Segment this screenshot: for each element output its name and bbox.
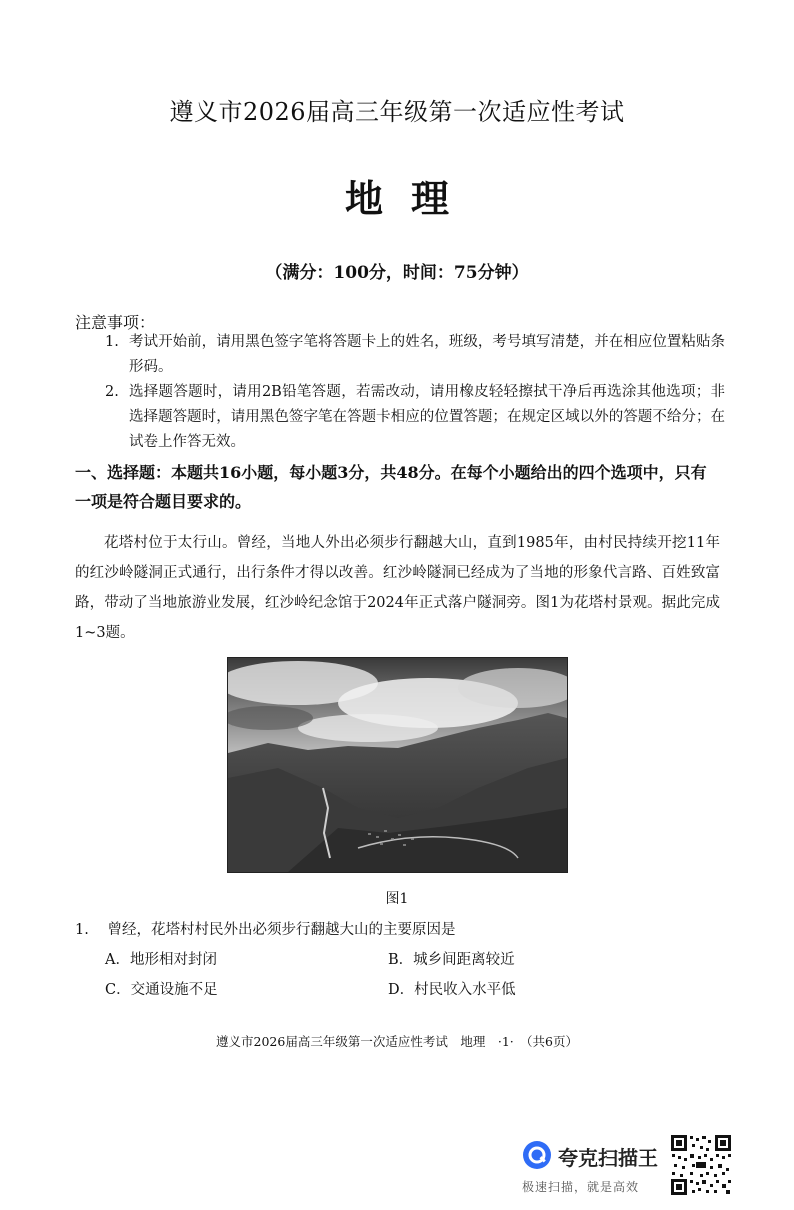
option-b: B．城乡间距离较近 (388, 952, 515, 968)
question-number: 1. (75, 922, 89, 938)
notice-item-number: 1. (105, 334, 119, 350)
score-time-line: （满分：100分，时间：75分钟） (265, 263, 529, 283)
notice-item-text: 选择题答题时，请用2B铅笔答题，若需改动，请用橡皮轻轻擦拭干净后再选涂其他选项；非选择题答题时，请用黑色签字笔在答题卡相应的位置答题；在规定区域以外的答题不给分；在试卷上作答无效。 (129, 384, 725, 450)
notice-item-2 (105, 380, 725, 455)
option-d: D．村民收入水平低 (388, 982, 516, 998)
qr-code (670, 1134, 732, 1196)
scanner-brand-name: 夸克扫描王 (558, 1146, 658, 1170)
exam-title: 遵义市2026届高三年级第一次适应性考试 (169, 98, 625, 126)
option-c: C．交通设施不足 (105, 982, 218, 998)
figure-1-photo (227, 657, 568, 873)
scanner-slogan: 极速扫描，就是高效 (522, 1180, 640, 1194)
page-footer: 遵义市2026届高三年级第一次适应性考试 地理 ·1· （共6页） (216, 1034, 578, 1049)
question-1-stem (75, 918, 455, 939)
option-a: A．地形相对封闭 (105, 952, 217, 968)
notice-heading: 注意事项： (75, 313, 156, 332)
passage-paragraph: 花塔村位于太行山。曾经，当地人外出必须步行翻越大山，直到1985年，由村民持续开挖11年的红沙岭隧洞正式通行，出行条件才得以改善。红沙岭隧洞已经成为了当地的形象代言路、百姓致富路，带动了当地旅游业发展，红沙岭纪念馆于2024年正式落户隧洞旁。图1为花塔村景观。据此完成1~3题。 (75, 535, 720, 641)
question-text: 曾经，花塔村村民外出必须步行翻越大山的主要原因是 (107, 922, 456, 938)
notice-item-number: 2. (105, 384, 119, 400)
figure-caption: 图1 (385, 891, 409, 907)
scanner-watermark (522, 1136, 668, 1198)
section-heading: 一、选择题：本题共16小题，每小题3分，共48分。在每个小题给出的四个选项中，只有一项是符合题目要求的。 (75, 463, 707, 511)
landscape-photo-image (228, 658, 567, 872)
notice-item-1 (105, 330, 725, 380)
scanner-logo-icon (522, 1140, 552, 1170)
notice-item-text: 考试开始前，请用黑色签字笔将答题卡上的姓名，班级，考号填写清楚，并在相应位置粘贴条形码。 (129, 334, 725, 375)
qr-code-icon (670, 1134, 732, 1196)
subject-title: 地理 (344, 176, 477, 221)
